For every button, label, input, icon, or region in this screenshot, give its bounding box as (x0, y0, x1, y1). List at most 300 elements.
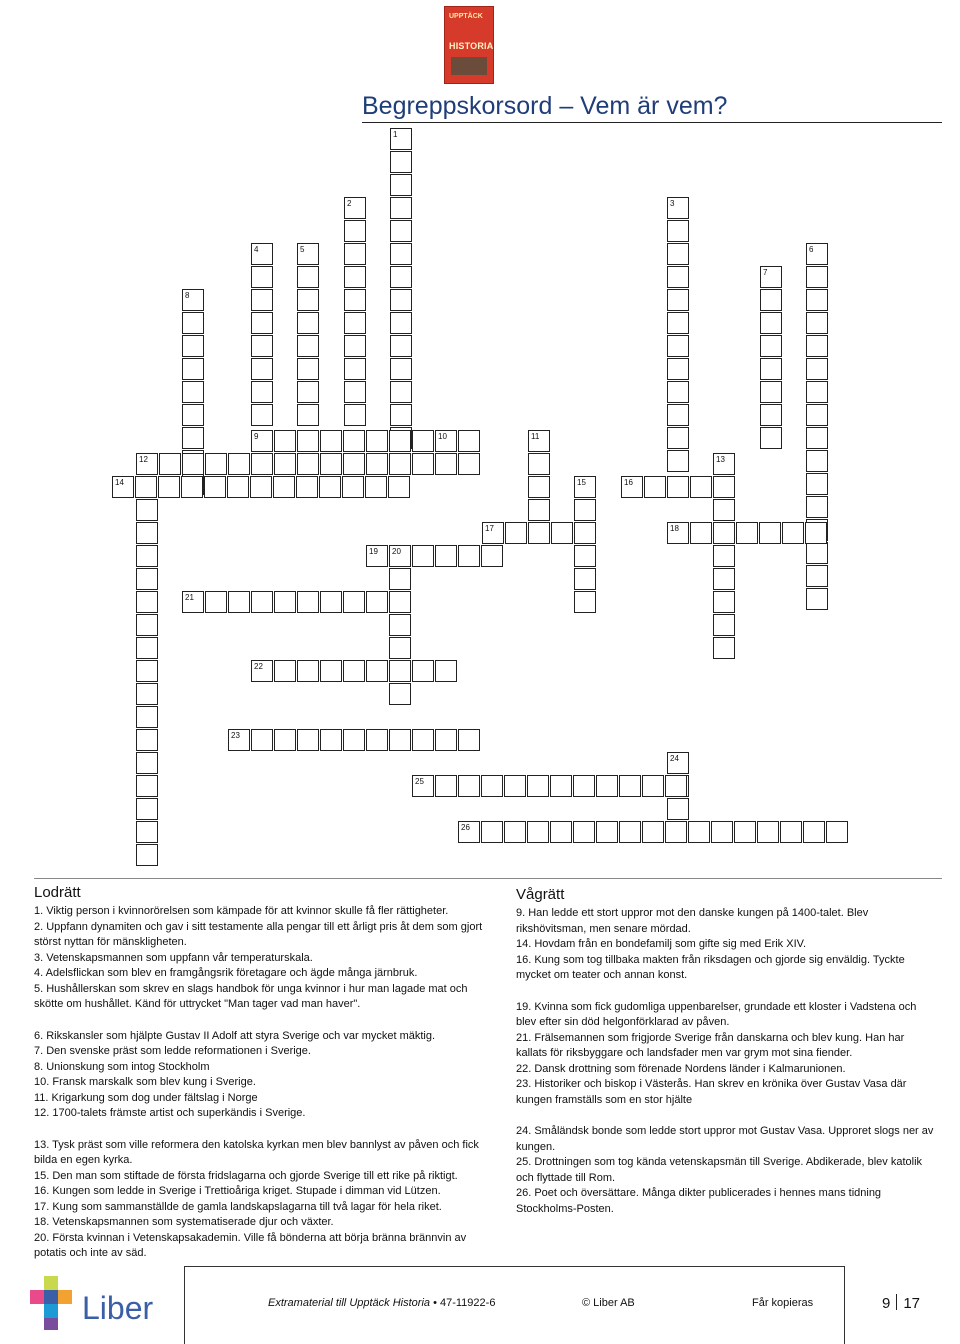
crossword-cell[interactable] (251, 453, 273, 475)
crossword-cell[interactable] (435, 660, 457, 682)
crossword-cell[interactable] (274, 453, 296, 475)
crossword-cell[interactable] (435, 729, 457, 751)
crossword-cell[interactable] (389, 453, 411, 475)
footer-right-rule (844, 1266, 845, 1344)
crossword-cell[interactable] (667, 522, 689, 544)
page-title: Begreppskorsord – Vem är vem? (362, 92, 728, 120)
crossword-cell[interactable] (136, 683, 158, 705)
crossword-cell[interactable] (344, 197, 366, 219)
crossword-cell[interactable] (412, 729, 434, 751)
crossword-cell[interactable] (760, 266, 782, 288)
crossword-cell[interactable] (136, 821, 158, 843)
crossword-cell[interactable] (366, 545, 388, 567)
crossword-cell[interactable] (344, 220, 366, 242)
crossword-cell[interactable] (667, 312, 689, 334)
crossword-cell[interactable] (366, 453, 388, 475)
crossword-cell[interactable] (181, 476, 203, 498)
clues-down (34, 884, 496, 1262)
crossword-cell[interactable] (344, 289, 366, 311)
cell-number: 22 (254, 662, 263, 671)
crossword-cell[interactable] (136, 660, 158, 682)
clue-item: 24. Småländsk bonde som ledde stort uppror mot Gustav Vasa. Upproret slogs ner av kungen. (516, 1125, 934, 1153)
cell-number: 19 (369, 547, 378, 556)
cell-number: 26 (461, 823, 470, 832)
crossword-cell[interactable] (136, 614, 158, 636)
crossword-cell[interactable] (528, 430, 550, 452)
cell-number: 20 (392, 547, 401, 556)
crossword-cell[interactable] (574, 499, 596, 521)
crossword-cell[interactable] (713, 637, 735, 659)
crossword-cell[interactable] (667, 289, 689, 311)
clue-item: 10. Fransk marskalk som blev kung i Sverige. (34, 1076, 256, 1088)
crossword-cell[interactable] (667, 450, 689, 472)
crossword-cell[interactable] (136, 798, 158, 820)
crossword-cell[interactable] (458, 453, 480, 475)
clue-item: 18. Vetenskapsmannen som systematiserade djur och växter. (34, 1216, 334, 1228)
crossword-cell[interactable] (458, 821, 480, 843)
crossword-cell[interactable] (182, 312, 204, 334)
crossword-cell[interactable] (136, 453, 158, 475)
crossword-cell[interactable] (344, 335, 366, 357)
cell-number: 14 (115, 478, 124, 487)
crossword-cell[interactable] (667, 427, 689, 449)
clue-item: 16. Kung som tog tillbaka makten från riksdagen och gjorde sig enväldig. Tyckte mycket om teater och annan konst. (516, 953, 905, 981)
crossword-cell[interactable] (344, 358, 366, 380)
crossword-cell[interactable] (458, 775, 480, 797)
crossword-cell[interactable] (297, 312, 319, 334)
cell-number: 5 (300, 245, 305, 254)
crossword-cell[interactable] (136, 591, 158, 613)
crossword-cell[interactable] (806, 588, 828, 610)
cell-number: 1 (393, 130, 398, 139)
crossword-cell[interactable] (390, 289, 412, 311)
crossword-cell[interactable] (182, 453, 204, 475)
crossword-cell[interactable] (228, 453, 250, 475)
crossword-cell[interactable] (806, 450, 828, 472)
crossword-cell[interactable] (667, 335, 689, 357)
crossword-cell[interactable] (388, 476, 410, 498)
crossword-cell[interactable] (458, 729, 480, 751)
cell-number: 9 (254, 432, 259, 441)
crossword-cell[interactable] (135, 476, 157, 498)
clue-item: 2. Uppfann dynamiten och gav i sitt testamente alla pengar till ett årligt pris åt dem som gjort störst nyttan för mänskligheten. (34, 920, 483, 948)
crossword-cell[interactable] (412, 660, 434, 682)
crossword-cell[interactable] (297, 729, 319, 751)
crossword-cell[interactable] (759, 522, 781, 544)
crossword-cell[interactable] (665, 775, 687, 797)
clue-item: 22. Dansk drottning som förenade Nordens länder i Kalmarunionen. (516, 1062, 846, 1075)
crossword-cell[interactable] (159, 453, 181, 475)
crossword-cell[interactable] (481, 821, 503, 843)
crossword-cell[interactable] (435, 775, 457, 797)
cell-number: 6 (809, 245, 814, 254)
clue-item: 15. Den man som stiftade de första fridslagarna och gjorde Sverige till ett rike på riktigt. (34, 1169, 458, 1182)
crossword-cell[interactable] (344, 381, 366, 403)
cell-number: 10 (438, 432, 447, 441)
crossword-cell[interactable] (251, 335, 273, 357)
crossword-cell[interactable] (390, 128, 412, 150)
crossword-cell[interactable] (806, 565, 828, 587)
footer-copy-note: Får kopieras (752, 1297, 814, 1309)
crossword-cell[interactable] (667, 404, 689, 426)
crossword-cell[interactable] (596, 821, 618, 843)
crossword-cell[interactable] (713, 453, 735, 475)
crossword-cell[interactable] (550, 775, 572, 797)
crossword-cell[interactable] (251, 243, 273, 265)
crossword-cell[interactable] (274, 430, 296, 452)
crossword-cell[interactable] (435, 453, 457, 475)
crossword-cell[interactable] (136, 729, 158, 751)
clue-spacer (516, 1108, 934, 1124)
crossword-cell[interactable] (389, 637, 411, 659)
crossword-cell[interactable] (182, 404, 204, 426)
crossword-cell[interactable] (136, 545, 158, 567)
crossword-cell[interactable] (366, 591, 388, 613)
clues-down-list (34, 904, 496, 1262)
crossword-cell[interactable] (806, 312, 828, 334)
crossword-cell[interactable] (713, 476, 735, 498)
crossword-cell[interactable] (158, 476, 180, 498)
crossword-cell[interactable] (389, 660, 411, 682)
crossword-cell[interactable] (297, 660, 319, 682)
crossword-cell[interactable] (297, 591, 319, 613)
crossword-cell[interactable] (806, 473, 828, 495)
crossword-cell[interactable] (182, 427, 204, 449)
crossword-cell[interactable] (619, 775, 641, 797)
crossword-cell[interactable] (412, 430, 434, 452)
clue-item: 25. Drottningen som tog kända vetenskapsmän till Sverige. Abdikerade, blev katolik och flyttade till Rom. (516, 1156, 923, 1184)
crossword-cell[interactable] (760, 427, 782, 449)
cell-number: 12 (139, 455, 148, 464)
crossword-cell[interactable] (621, 476, 643, 498)
crossword-cell[interactable] (320, 660, 342, 682)
crossword-cell[interactable] (389, 568, 411, 590)
crossword-cell[interactable] (251, 381, 273, 403)
crossword-cell[interactable] (390, 197, 412, 219)
crossword-cell[interactable] (713, 614, 735, 636)
crossword-cell[interactable] (527, 775, 549, 797)
crossword-cell[interactable] (481, 545, 503, 567)
crossword-cell[interactable] (319, 476, 341, 498)
crossword-cell[interactable] (412, 545, 434, 567)
crossword-cell[interactable] (390, 174, 412, 196)
crossword-cell[interactable] (667, 243, 689, 265)
crossword-cell[interactable] (390, 220, 412, 242)
crossword-cell[interactable] (806, 358, 828, 380)
liber-logo-text: Liber (82, 1290, 154, 1326)
crossword-cell[interactable] (274, 591, 296, 613)
crossword-cell[interactable] (711, 821, 733, 843)
crossword-cell[interactable] (251, 312, 273, 334)
crossword-cell[interactable] (667, 358, 689, 380)
crossword-cell[interactable] (344, 243, 366, 265)
crossword-cell[interactable] (112, 476, 134, 498)
crossword-cell[interactable] (228, 591, 250, 613)
crossword-cell[interactable] (826, 821, 848, 843)
crossword-cell[interactable] (528, 453, 550, 475)
crossword-cell[interactable] (343, 591, 365, 613)
crossword-cell[interactable] (251, 660, 273, 682)
crossword-cell[interactable] (389, 683, 411, 705)
clue-item: 4. Adelsflickan som blev en framgångsrik företagare och ägde många järnbruk. (34, 967, 418, 979)
crossword-cell[interactable] (713, 522, 735, 544)
crossword-cell[interactable] (344, 404, 366, 426)
crossword-cell[interactable] (389, 591, 411, 613)
crossword-cell[interactable] (297, 289, 319, 311)
cover-series: UPPTÄCK (449, 13, 483, 20)
crossword-cell[interactable] (250, 476, 272, 498)
crossword-cell[interactable] (573, 775, 595, 797)
crossword-cell[interactable] (389, 545, 411, 567)
crossword-cell[interactable] (806, 289, 828, 311)
cell-number: 13 (716, 455, 725, 464)
crossword-cell[interactable] (205, 453, 227, 475)
crossword-cell[interactable] (389, 430, 411, 452)
footer-page-number (882, 1294, 920, 1312)
crossword-cell[interactable] (297, 404, 319, 426)
crossword-cell[interactable] (412, 453, 434, 475)
crossword-cell[interactable] (182, 358, 204, 380)
crossword-cell[interactable] (667, 197, 689, 219)
crossword-cell[interactable] (644, 476, 666, 498)
crossword-cell[interactable] (805, 522, 827, 544)
crossword-cell[interactable] (504, 821, 526, 843)
crossword-cell[interactable] (365, 476, 387, 498)
crossword-cell[interactable] (806, 542, 828, 564)
crossword-cell[interactable] (182, 335, 204, 357)
clues-across (516, 886, 934, 1217)
page-number-b: 17 (903, 1295, 921, 1312)
crossword-cell[interactable] (251, 289, 273, 311)
crossword-cell[interactable] (736, 522, 758, 544)
crossword-cell[interactable] (806, 496, 828, 518)
crossword-cell[interactable] (574, 522, 596, 544)
crossword-cell[interactable] (667, 476, 689, 498)
crossword-cell[interactable] (481, 775, 503, 797)
cell-number: 25 (415, 777, 424, 786)
crossword-cell[interactable] (342, 476, 364, 498)
crossword-cell[interactable] (251, 430, 273, 452)
crossword-cell[interactable] (573, 821, 595, 843)
page-number-a: 9 (882, 1295, 891, 1312)
crossword-cell[interactable] (390, 312, 412, 334)
crossword-cell[interactable] (297, 430, 319, 452)
crossword-cell[interactable] (251, 404, 273, 426)
crossword-cell[interactable] (734, 821, 756, 843)
crossword-cell[interactable] (390, 151, 412, 173)
crossword-cell[interactable] (667, 220, 689, 242)
crossword-cell[interactable] (505, 522, 527, 544)
crossword-cell[interactable] (251, 266, 273, 288)
crossword-cell[interactable] (482, 522, 504, 544)
crossword-cell[interactable] (435, 430, 457, 452)
cell-number: 23 (231, 731, 240, 740)
clue-item: 17. Kung som sammanställde de gamla landskapslagarna till två lagar för hela riket. (34, 1200, 442, 1213)
cell-number: 24 (670, 754, 679, 763)
crossword-cell[interactable] (713, 568, 735, 590)
crossword-cell[interactable] (412, 775, 434, 797)
crossword-cell[interactable] (390, 243, 412, 265)
crossword-cell[interactable] (760, 312, 782, 334)
crossword-cell[interactable] (760, 289, 782, 311)
footer-left-rule (184, 1266, 185, 1344)
crossword-cell[interactable] (366, 430, 388, 452)
crossword-cell[interactable] (458, 545, 480, 567)
footer-book: Upptäck Historia (349, 1297, 431, 1309)
clue-item: 12. 1700-talets främste artist och superkändis i Sverige. (34, 1107, 306, 1119)
cover-title: HISTORIA (449, 41, 494, 51)
crossword-cell[interactable] (806, 243, 828, 265)
crossword-cell[interactable] (344, 312, 366, 334)
crossword-cell[interactable] (760, 404, 782, 426)
crossword-cell[interactable] (390, 404, 412, 426)
crossword-cell[interactable] (780, 821, 802, 843)
crossword-cell[interactable] (713, 591, 735, 613)
crossword-cell[interactable] (690, 476, 712, 498)
crossword-cell[interactable] (320, 729, 342, 751)
crossword-cell[interactable] (574, 591, 596, 613)
crossword-cell[interactable] (642, 775, 664, 797)
crossword-cell[interactable] (204, 476, 226, 498)
crossword-cell[interactable] (574, 545, 596, 567)
crossword-cell[interactable] (806, 335, 828, 357)
crossword-cell[interactable] (136, 637, 158, 659)
crossword-cell[interactable] (205, 591, 227, 613)
crossword-cell[interactable] (320, 430, 342, 452)
crossword-cell[interactable] (228, 729, 250, 751)
clues-down-heading: Lodrätt (34, 884, 81, 901)
crossword-cell[interactable] (803, 821, 825, 843)
page-number-divider (896, 1294, 897, 1310)
crossword-cell[interactable] (760, 358, 782, 380)
crossword-cell[interactable] (688, 821, 710, 843)
crossword-cell[interactable] (297, 266, 319, 288)
clue-item: 23. Historiker och biskop i Västerås. Han skrev en krönika över Gustav Vasa där kungen framställs som en stor hjälte (516, 1078, 907, 1106)
crossword-cell[interactable] (713, 545, 735, 567)
crossword-cell[interactable] (528, 522, 550, 544)
crossword-cell[interactable] (389, 614, 411, 636)
crossword-cell[interactable] (136, 499, 158, 521)
crossword-cell[interactable] (344, 266, 366, 288)
crossword-cell[interactable] (390, 266, 412, 288)
crossword-cell[interactable] (343, 729, 365, 751)
crossword-cell[interactable] (390, 381, 412, 403)
crossword-cell[interactable] (527, 821, 549, 843)
crossword-cell[interactable] (757, 821, 779, 843)
crossword-cell[interactable] (667, 266, 689, 288)
crossword-cell[interactable] (390, 358, 412, 380)
crossword-cell[interactable] (297, 335, 319, 357)
crossword-cell[interactable] (227, 476, 249, 498)
crossword-cell[interactable] (296, 476, 318, 498)
crossword-cell[interactable] (136, 775, 158, 797)
clues-across-list (516, 906, 934, 1217)
crossword-cell[interactable] (690, 522, 712, 544)
crossword-cell[interactable] (297, 381, 319, 403)
clue-item: 13. Tysk präst som ville reformera den katolska kyrkan men blev bannlyst av påven och fick bilda en egen kyrka. (34, 1138, 479, 1166)
crossword-cell[interactable] (574, 476, 596, 498)
crossword-cell[interactable] (274, 660, 296, 682)
clue-item: 21. Frälsemannen som frigjorde Sverige från danskarna och blev kung. Han har kallats för riksbyggare och landsfader men var grym mot sina fiender. (516, 1031, 905, 1059)
crossword-cell[interactable] (274, 729, 296, 751)
crossword-cell[interactable] (182, 381, 204, 403)
clue-spacer (34, 1013, 496, 1029)
crossword-cell[interactable] (435, 545, 457, 567)
crossword-cell[interactable] (596, 775, 618, 797)
crossword-cell[interactable] (297, 453, 319, 475)
liber-logo-mark (30, 1276, 78, 1332)
crossword-cell[interactable] (550, 821, 572, 843)
crossword-cell[interactable] (182, 289, 204, 311)
crossword-cell[interactable] (528, 476, 550, 498)
crossword-cell[interactable] (458, 430, 480, 452)
crossword-cell[interactable] (136, 752, 158, 774)
crossword-cell[interactable] (760, 335, 782, 357)
crossword-cell[interactable] (390, 335, 412, 357)
crossword-cell[interactable] (182, 591, 204, 613)
crossword-cell[interactable] (343, 660, 365, 682)
crossword-cell[interactable] (251, 591, 273, 613)
crossword-cell[interactable] (320, 453, 342, 475)
crossword-cell[interactable] (136, 844, 158, 866)
clue-item: 20. Första kvinnan i Vetenskapsakademin. Ville få bönderna att börja bränna brännvin av potatis och inte av säd. (34, 1231, 467, 1259)
clue-item: 26. Poet och översättare. Många dikter publicerades i hennes mans tidning Stockholms-Posten. (516, 1187, 882, 1215)
crossword-cell[interactable] (528, 499, 550, 521)
crossword-cell[interactable] (760, 381, 782, 403)
footer-top-rule (184, 1266, 844, 1267)
crossword-cell[interactable] (806, 381, 828, 403)
crossword-cell[interactable] (320, 591, 342, 613)
clue-item: 5. Hushållerskan som skrev en slags handbok för unga kvinnor i hur man lagade mat och skötte om hushållet. Känd för uttrycket "Man tager vad man haver". (34, 982, 468, 1010)
crossword-cell[interactable] (251, 358, 273, 380)
crossword-cell[interactable] (642, 821, 664, 843)
clues-divider (34, 878, 942, 879)
footer-source (268, 1297, 495, 1309)
crossword-cell[interactable] (389, 729, 411, 751)
clue-spacer (516, 984, 934, 1000)
crossword-cell[interactable] (504, 775, 526, 797)
crossword-cell[interactable] (297, 243, 319, 265)
crossword-cell[interactable] (136, 568, 158, 590)
crossword-cell[interactable] (806, 404, 828, 426)
cell-number: 2 (347, 199, 352, 208)
crossword-cell[interactable] (136, 706, 158, 728)
crossword-cell[interactable] (782, 522, 804, 544)
crossword-cell[interactable] (667, 752, 689, 774)
crossword-cell[interactable] (806, 427, 828, 449)
clue-item: 19. Kvinna som fick gudomliga uppenbarelser, grundade ett kloster i Vadstena och blev efter sin död helgonförklarad av påven. (516, 1000, 917, 1028)
crossword-cell[interactable] (273, 476, 295, 498)
crossword-cell[interactable] (136, 522, 158, 544)
crossword-cell[interactable] (667, 798, 689, 820)
crossword-cell[interactable] (667, 381, 689, 403)
crossword-cell[interactable] (366, 660, 388, 682)
crossword-cell[interactable] (665, 821, 687, 843)
crossword-cell[interactable] (297, 358, 319, 380)
crossword-cell[interactable] (713, 499, 735, 521)
clues-across-heading: Vågrätt (516, 886, 565, 903)
crossword-cell[interactable] (806, 266, 828, 288)
crossword-cell[interactable] (574, 568, 596, 590)
cell-number: 3 (670, 199, 675, 208)
crossword-cell[interactable] (251, 729, 273, 751)
crossword-cell[interactable] (551, 522, 573, 544)
crossword-cell[interactable] (343, 430, 365, 452)
crossword-cell[interactable] (366, 729, 388, 751)
crossword-cell[interactable] (343, 453, 365, 475)
clue-item: 8. Unionskung som intog Stockholm (34, 1060, 210, 1073)
crossword-cell[interactable] (619, 821, 641, 843)
